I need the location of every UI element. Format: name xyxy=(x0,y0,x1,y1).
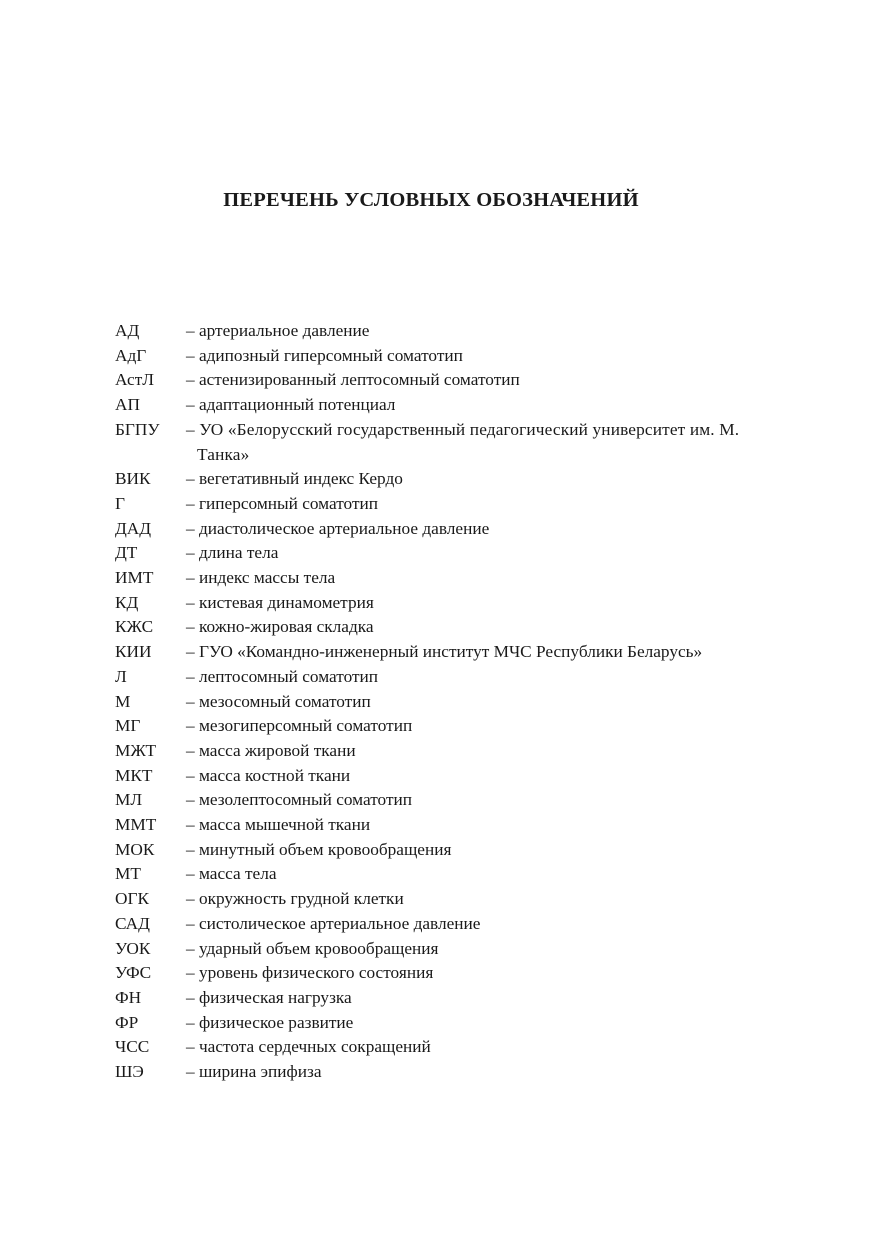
abbreviation-definition: – масса тела xyxy=(186,864,277,884)
abbreviation-term: АП xyxy=(115,395,140,415)
list-item xyxy=(115,862,775,887)
abbreviation-term: УФС xyxy=(115,963,152,983)
abbreviation-definition: – уровень физического состояния xyxy=(186,963,434,983)
abbreviation-term: КД xyxy=(115,592,139,612)
list-item xyxy=(115,813,775,838)
list-item xyxy=(115,714,775,739)
list-item xyxy=(115,1035,775,1060)
list-item xyxy=(115,961,775,986)
abbreviation-definition: – кожно-жировая складка xyxy=(186,617,374,637)
list-item xyxy=(115,1011,775,1036)
abbreviation-term: АстЛ xyxy=(115,370,154,390)
abbreviation-definition: – физическое развитие xyxy=(186,1012,354,1032)
abbreviation-definition: – УО «Белорусский государственный педагогический университет им. М. Танка» xyxy=(186,419,740,464)
abbreviation-definition: – адаптационный потенциал xyxy=(186,395,396,415)
abbreviation-term: ФН xyxy=(115,987,142,1007)
abbreviation-term: МЖТ xyxy=(115,740,157,760)
abbreviation-term: МЛ xyxy=(115,790,143,810)
abbreviation-term: МТ xyxy=(115,864,141,884)
list-item xyxy=(115,492,775,517)
list-item xyxy=(115,591,775,616)
abbreviation-term: АдГ xyxy=(115,345,147,365)
list-item xyxy=(115,665,775,690)
abbreviation-definition: – мезосомный соматотип xyxy=(186,691,371,711)
list-item xyxy=(115,517,775,542)
list-item xyxy=(115,393,775,418)
abbreviation-term: ШЭ xyxy=(115,1062,144,1082)
abbreviation-definition: – окружность грудной клетки xyxy=(186,889,404,909)
list-item xyxy=(115,541,775,566)
abbreviation-term: ЧСС xyxy=(115,1037,150,1057)
abbreviation-definition: – артериальное давление xyxy=(186,321,370,340)
abbreviation-definition: – кистевая динамометрия xyxy=(186,592,374,612)
abbreviation-term: Г xyxy=(115,493,125,513)
abbreviation-definition: – масса мышечной ткани xyxy=(186,815,371,835)
list-item xyxy=(115,467,775,492)
abbreviation-term: БГПУ xyxy=(115,419,160,439)
abbreviation-term: КЖС xyxy=(115,617,154,637)
list-item xyxy=(115,566,775,591)
abbreviation-term: МКТ xyxy=(115,765,153,785)
abbreviation-definition: – вегетативный индекс Кердо xyxy=(186,469,403,489)
abbreviation-term: УОК xyxy=(115,938,151,958)
abbreviation-definition: – астенизированный лептосомный соматотип xyxy=(186,370,520,390)
abbreviation-definition: – индекс массы тела xyxy=(186,568,336,588)
abbreviation-definition: – мезолептосомный соматотип xyxy=(186,790,413,810)
abbreviation-term: М xyxy=(115,691,131,711)
abbreviation-term: ДТ xyxy=(115,543,138,563)
abbreviation-term: АД xyxy=(115,321,140,340)
abbreviation-definition: – диастолическое артериальное давление xyxy=(186,518,490,538)
abbreviation-definition: – длина тела xyxy=(186,543,279,563)
list-item xyxy=(115,640,775,665)
abbreviation-definition: – ширина эпифиза xyxy=(186,1062,322,1082)
abbreviation-definition: – ударный объем кровообращения xyxy=(186,938,439,958)
abbreviation-definition: – мезогиперсомный соматотип xyxy=(186,716,413,736)
list-item xyxy=(115,319,775,344)
list-item xyxy=(115,1060,775,1085)
list-item xyxy=(115,937,775,962)
list-item xyxy=(115,788,775,813)
list-item xyxy=(115,615,775,640)
abbreviation-definition: – адипозный гиперсомный соматотип xyxy=(186,345,463,365)
list-item xyxy=(115,739,775,764)
abbreviation-definition: – гиперсомный соматотип xyxy=(186,493,379,513)
page-title: ПЕРЕЧЕНЬ УСЛОВНЫХ ОБОЗНАЧЕНИЙ xyxy=(223,189,639,211)
abbreviation-definition: – лептосомный соматотип xyxy=(186,666,379,686)
abbreviation-term: ДАД xyxy=(115,518,152,538)
abbreviation-term: КИИ xyxy=(115,642,152,662)
list-item xyxy=(115,838,775,863)
list-item xyxy=(115,764,775,789)
abbreviation-definition: – систолическое артериальное давление xyxy=(186,913,481,933)
list-item xyxy=(115,344,775,369)
abbreviation-term: САД xyxy=(115,913,150,933)
abbreviation-list xyxy=(115,319,775,1085)
abbreviation-definition: – масса костной ткани xyxy=(186,765,351,785)
abbreviation-definition: – масса жировой ткани xyxy=(186,740,356,760)
list-item xyxy=(115,887,775,912)
list-item xyxy=(115,690,775,715)
abbreviation-term: ВИК xyxy=(115,469,151,489)
list-item xyxy=(115,368,775,393)
abbreviation-term: ИМТ xyxy=(115,568,154,588)
abbreviation-term: ФР xyxy=(115,1012,139,1032)
abbreviation-term: ОГК xyxy=(115,889,149,909)
abbreviation-term: МОК xyxy=(115,839,155,859)
abbreviation-term: Л xyxy=(115,666,127,686)
abbreviation-term: ММТ xyxy=(115,815,157,835)
abbreviation-definition: – ГУО «Командно-инженерный институт МЧС Республики Беларусь» xyxy=(186,642,703,662)
list-item xyxy=(115,986,775,1011)
abbreviation-definition: – минутный объем кровообращения xyxy=(186,839,452,859)
list-item xyxy=(115,418,775,467)
abbreviation-definition: – частота сердечных сокращений xyxy=(186,1037,431,1057)
list-item xyxy=(115,912,775,937)
abbreviation-definition: – физическая нагрузка xyxy=(186,987,352,1007)
abbreviation-term: МГ xyxy=(115,716,141,736)
